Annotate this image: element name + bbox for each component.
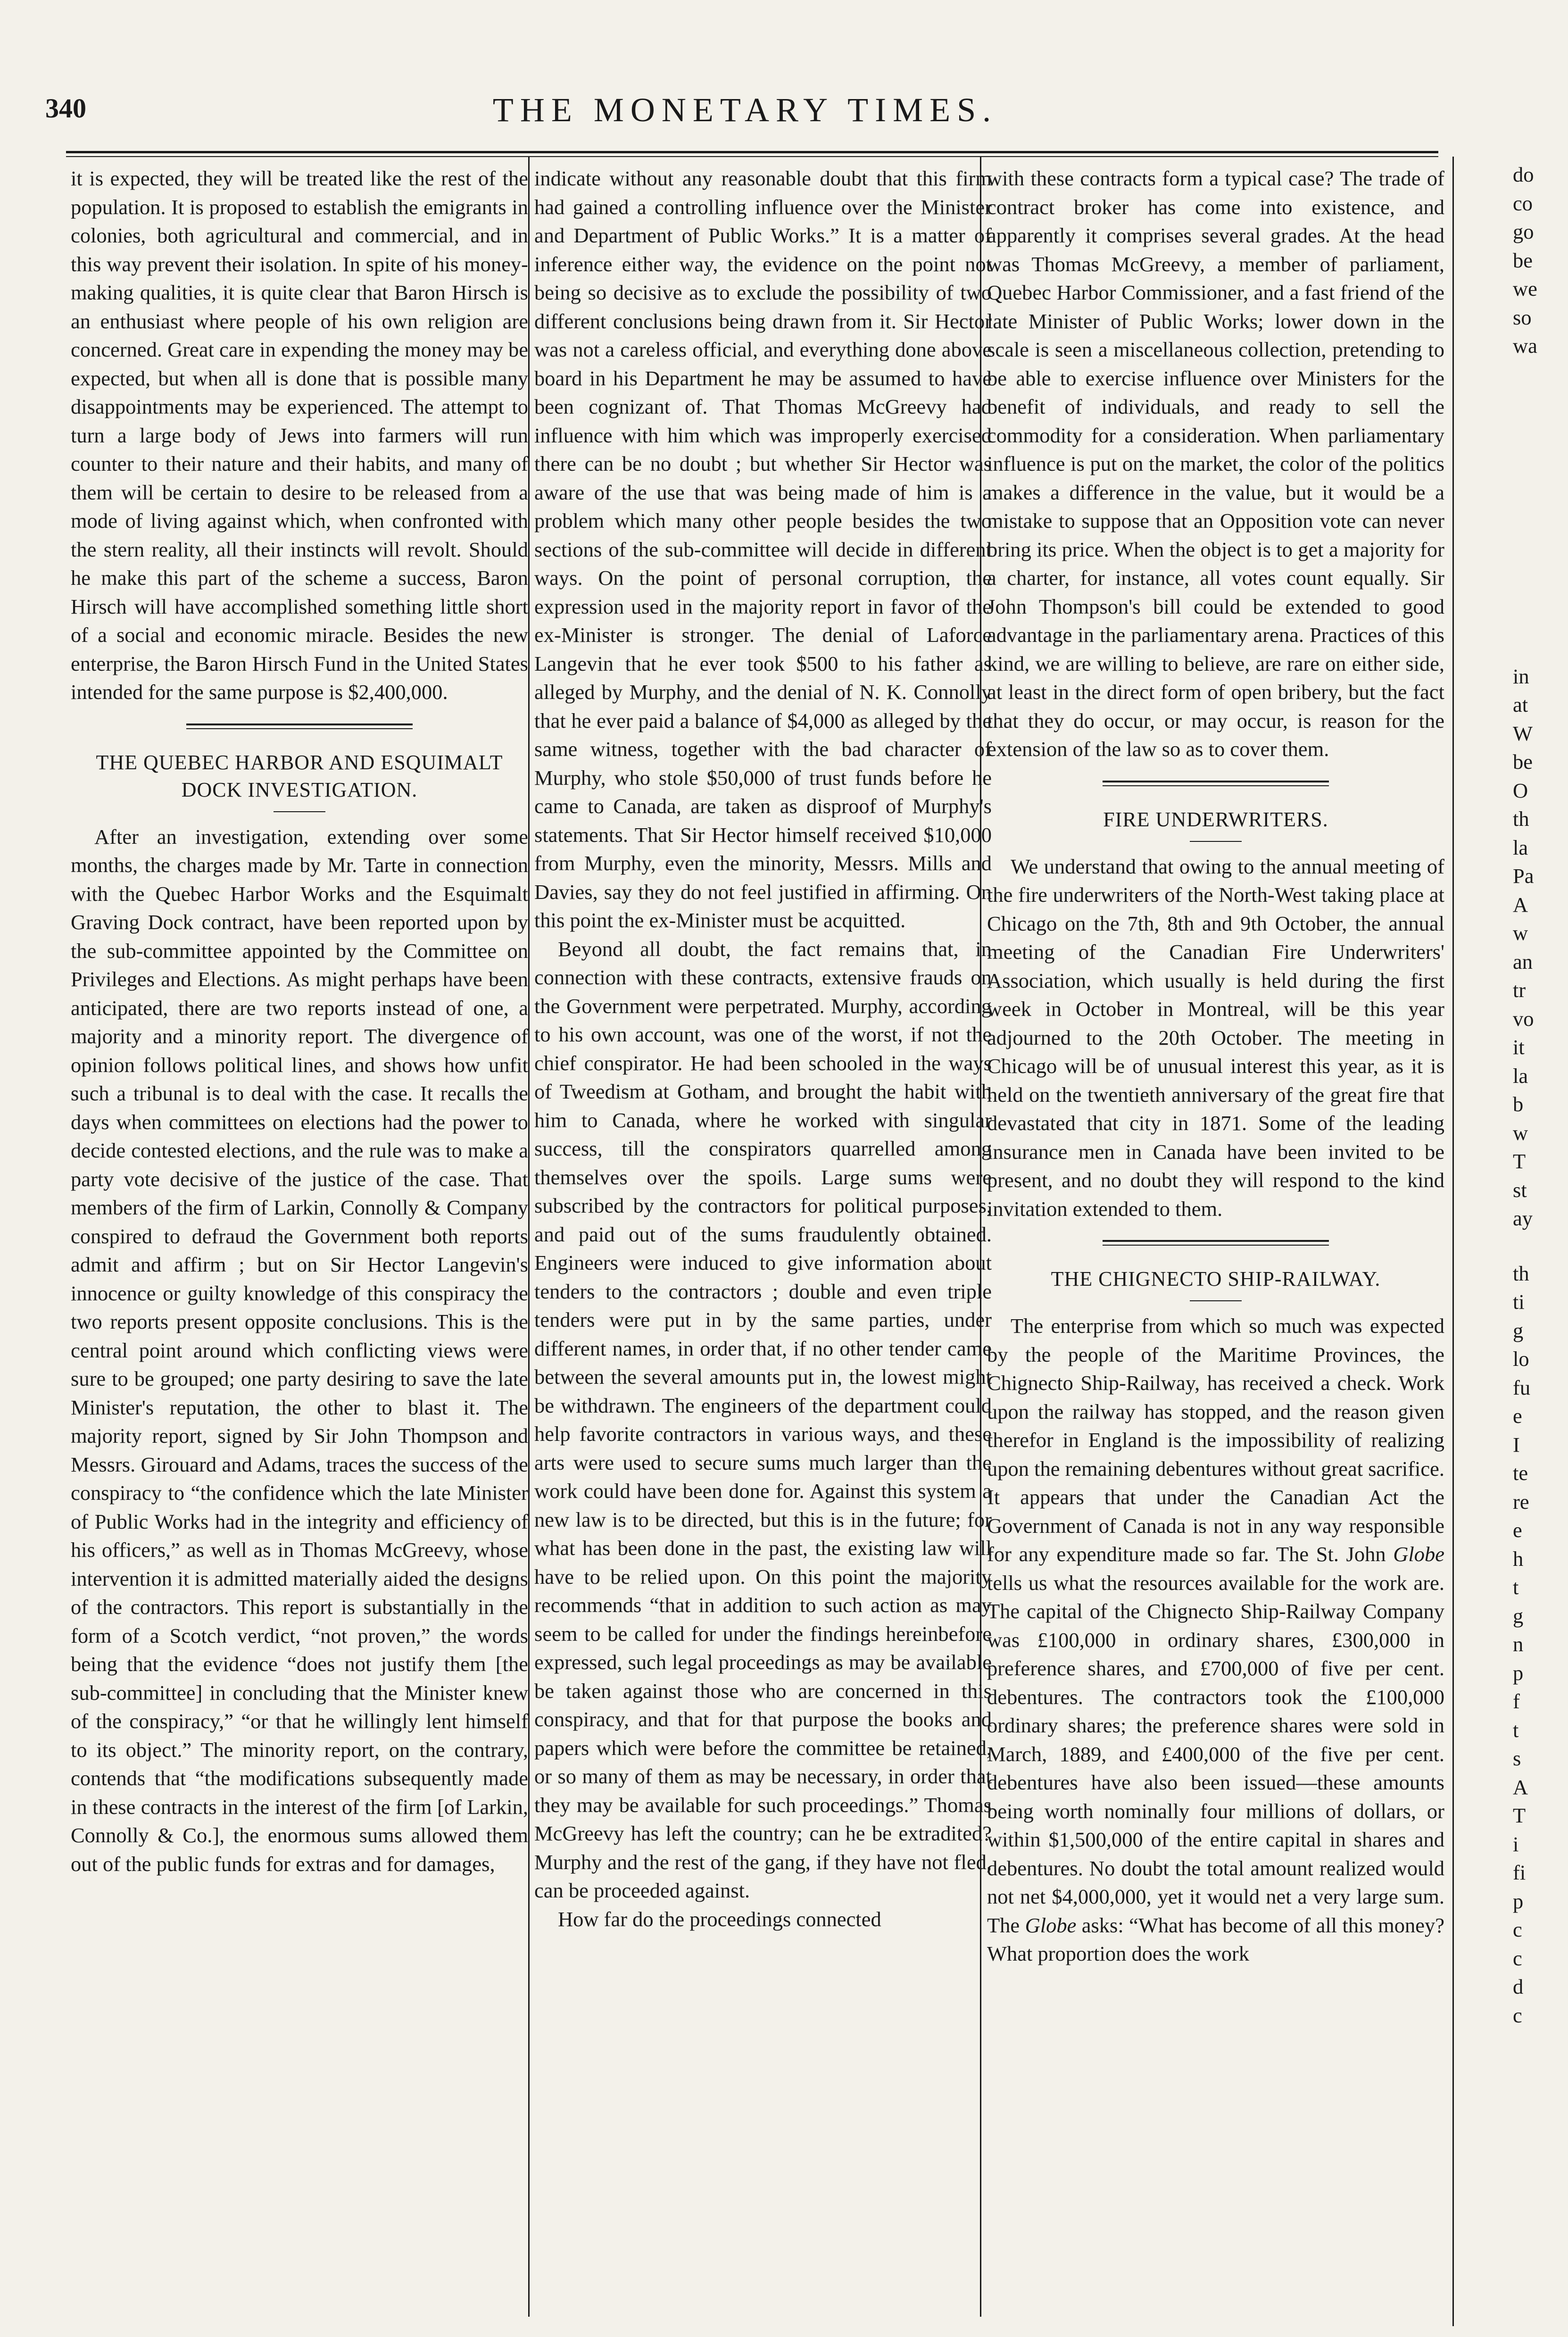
fragment-line: fi	[1513, 1861, 1526, 1884]
fragment-line: A	[1513, 892, 1528, 916]
article-heading: THE QUEBEC HARBOR AND ESQUIMALT DOCK INVESTIGATION.	[96, 750, 503, 801]
fragment-line: n	[1513, 1632, 1524, 1656]
fragment-line: w	[1513, 1121, 1528, 1145]
article-paragraph: Beyond all doubt, the fact remains that, in connection with these contracts, extensive frauds on the Government were perpetrated. Murphy, according to his own account, was one of the worst, if not the chief conspirator. He had been schooled in the ways of Tweedism at Gotham, and brought the habit with him to Canada, where he worked with singular success, till the conspirators quarrelled among themselves over the spoils. Large sums were subscribed by the contractors for political purposes, and paid out of the sums fraudulently obtained. Engineers were induced to give information about tenders to the contractors ; double and even triple tenders were put in by the same parties, under different names, in order that, if no other tender came between the several amounts put in, the lowest might be withdrawn. The engineers of the department could help favorite contractors in various ways, and these arts were used to secure sums much larger than the work could have been done for. Against this system a new law is to be directed, but this is in the future; for what has been done in the past, the existing law will have to be relied upon. On this point the majority recommends “that in addition to such action as may seem to be called for under the findings hereinbefore expressed, such legal proceedings as may be available be taken against those who are concerned in this conspiracy, and that for that purpose the books and papers which were before the committee be retained, or so many of them as may be necessary, in order that they may be available for such proceedings.” Thomas McGreevy has left the country; can he be extradited? Murphy and the rest of the gang, if they have not fled, can be proceeded against.	[534, 937, 992, 1902]
fragment-line: lo	[1513, 1347, 1529, 1371]
article-paragraph: indicate without any reasonable doubt that this firm had gained a controlling influence over the Minister and Department of Public Works.” It is a matter of inference either way, the evidence on the point not being so decisive as to exclude the possibility of two different conclusions being drawn from it. Sir Hector was not a careless official, and everything done above board in his Department he may be assumed to have been cognizant of. That Thomas McGreevy had influence with him which was improperly exercised there can be no doubt ; but whether Sir Hector was aware of the use that was being made of him is a problem which many other people besides the two sections of the sub-committee will decide in different ways. On the point of personal corruption, the expression used in the majority report in favor of the ex-Minister is stronger. The denial of Laforce Langevin that he ever took $500 to his father as alleged by Murphy, and the denial of N. K. Connolly that he ever paid a balance of $4,000 as alleged by the same witness, together with the bad character of Murphy, who stole $50,000 of trust funds before he came to Canada, are taken as disproof of Murphy's statements. That Sir Hector himself received $10,000 from Murphy, even the minority, Messrs. Mills and Davies, say they do not feel justified in affirming. On this point the ex-Minister must be acquitted.	[534, 166, 992, 932]
fragment-line: ay	[1513, 1206, 1533, 1230]
paragraph-text: asks: “What has become of all this money? What proportion does the work	[987, 1913, 1444, 1965]
fragment-line: A	[1513, 1775, 1528, 1799]
fragment-block	[1513, 160, 1568, 360]
fragment-line: be	[1513, 248, 1533, 272]
paragraph-text: The enterprise from which so much was expected by the people of the Maritime Provinces, the Chignecto Ship-Railway, has received a check. Work upon the railway has stopped, and the reason given therefor in England is the impossibility of realizing upon the remaining debentures without great sacrifice. It appears that under the Canadian Act the Government of Canada is not in any way responsible for any expenditure made so far. The St. John	[987, 1314, 1445, 1566]
column-2	[534, 164, 992, 1933]
fragment-line: p	[1513, 1889, 1524, 1913]
fragment-line: t	[1513, 1718, 1519, 1742]
fragment-line: c	[1513, 2003, 1522, 2027]
fragment-line: W	[1513, 721, 1533, 745]
fragment-gap	[1513, 1233, 1568, 1259]
article-heading: FIRE UNDERWRITERS.	[1103, 807, 1328, 831]
fragment-line: w	[1513, 921, 1528, 945]
fragment-line: I	[1513, 1432, 1520, 1456]
heading-rule	[1190, 1300, 1242, 1301]
fragment-line: d	[1513, 1975, 1524, 1998]
fragment-line: la	[1513, 835, 1528, 859]
fragment-line: f	[1513, 1689, 1520, 1713]
fragment-block	[1513, 662, 1568, 1233]
fragment-line: h	[1513, 1547, 1524, 1571]
fragment-line: we	[1513, 277, 1537, 300]
fragment-line: be	[1513, 750, 1533, 773]
article-paragraph: How far do the proceedings connected	[558, 1907, 881, 1931]
article-paragraph: After an investigation, extending over some months, the charges made by Mr. Tarte in connection with the Quebec Harbor Works and the Esquimalt Graving Dock contract, have been reported upon by the sub-committee appointed by the Committee on Privileges and Elections. As might perhaps have been anticipated, there are two reports instead of one, a majority and a minority report. The divergence of opinion follows political lines, and shows how unfit such a tribunal is to deal with the case. It recalls the days when committees on elections had the power to decide contested elections, and the rule was to make a party vote decisive of the justice of the case. That members of the firm of Larkin, Connolly & Company conspired to defraud the Government both reports admit and affirm ; but on Sir Hector Langevin's innocence or guilty knowledge of this conspiracy the two reports present opposite conclusions. This is the central point around which conflicting views were sure to be grouped; one party desiring to save the late Minister's reputation, the other to blast it. The majority report, signed by Sir John Thompson and Messrs. Girouard and Adams, traces the success of the conspiracy to “the confidence which the late Minister of Public Works had in the integrity and efficiency of his officers,” as well as in Thomas McGreevy, whose intervention it is admitted materially aided the designs of the contractors. This report is substantially in the form of a Scotch verdict, “not proven,” the words being that the evidence “does not justify them [the sub-committee] in concluding that the Minister knew of the conspiracy,” “or that he willingly lent himself to its object.” The minority report, on the contrary, contends that “the modifications subsequently made in these contracts in the interest of the firm [of Larkin, Connolly & Co.], the enormous sums allowed them out of the public funds for extras and for damages,	[71, 824, 528, 1876]
fragment-line: go	[1513, 220, 1534, 243]
fragment-line: ti	[1513, 1290, 1525, 1314]
fragment-line: O	[1513, 778, 1528, 802]
column-divider	[528, 157, 530, 2317]
section-rule	[1103, 781, 1329, 786]
article-paragraph: We understand that owing to the annual meeting of the fire underwriters of the North-West taking place at Chicago on the 7th, 8th and 9th October, the annual meeting of the Canadian Fire Underwriters' Association, which usually is held during the first week in October in Montreal, will be this year adjourned to the 20th October. The meeting in Chicago will be of unusual interest this year, as it is held on the twentieth anniversary of the great fire that devastated that city in 1871. Some of the leading insurance men in Canada have been invited to be present, and no doubt they will respond to the kind invitation extended to them.	[987, 854, 1444, 1221]
fragment-line: an	[1513, 949, 1533, 973]
fragment-gap	[1513, 360, 1568, 662]
fragment-line: e	[1513, 1404, 1522, 1428]
newspaper-name: Globe	[1025, 1913, 1077, 1937]
column-1	[71, 164, 528, 1878]
fragment-line: T	[1513, 1804, 1526, 1827]
fragment-line: th	[1513, 807, 1529, 831]
fragment-line: in	[1513, 664, 1529, 688]
section-rule	[186, 724, 413, 729]
fragment-line: g	[1513, 1604, 1524, 1628]
heading-rule	[1190, 841, 1242, 842]
fragment-line: at	[1513, 693, 1528, 716]
column-divider	[1452, 157, 1454, 2326]
fragment-line: re	[1513, 1489, 1529, 1514]
heading-rule	[274, 811, 325, 812]
adjacent-page-fragment	[1513, 160, 1568, 2029]
fragment-line: do	[1513, 163, 1534, 186]
fragment-line: so	[1513, 305, 1532, 329]
article-paragraph: it is expected, they will be treated like the rest of the population. It is proposed to establish the emigrants in colonies, both agricultural and commercial, and in this way prevent their isolation. In spite of his money-making qualities, it is quite clear that Baron Hirsch is an enthusiast where people of his own religion are concerned. Great care in expending the money may be expected, but when all is done that is possible many disappointments may be experienced. The attempt to turn a large body of Jews into farmers will run counter to their nature and their habits, and many of them will be certain to desire to be released from a mode of living against which, when confronted with the stern reality, all their instincts will revolt. Should he make this part of the scheme a success, Baron Hirsch will have accomplished something little short of a social and economic miracle. Besides the new enterprise, the Baron Hirsch Fund in the United States intended for the same purpose is $2,400,000.	[71, 166, 528, 704]
fragment-line: la	[1513, 1064, 1528, 1088]
fragment-line: te	[1513, 1461, 1528, 1485]
article-paragraph	[987, 1312, 1444, 1968]
fragment-line: fu	[1513, 1375, 1531, 1399]
fragment-line: e	[1513, 1518, 1522, 1542]
article-paragraph: with these contracts form a typical case? The trade of contract broker has come into existence, and apparently it comprises several grades. At the head was Thomas McGreevy, a member of parliament, Quebec Harbor Commissioner, and a fast friend of the late Minister of Public Works; lower down in the scale is seen a miscellaneous collection, pretending to be able to exercise influence over Ministers for the benefit of individuals, and ready to sell the commodity for a consideration. When parliamentary influence is put on the market, the color of the politics makes a difference in the value, but it would be a mistake to suppose that an Opposition vote can never bring its price. When the object is to get a majority for a charter, for instance, all votes count equally. Sir John Thompson's bill could be extended to good advantage in the parliamentary arena. Practices of this kind, we are willing to believe, are rare on either side, at least in the direct form of open bribery, but the fact that they do occur, or may occur, is reason for the extension of the law so as to cover them.	[987, 166, 1444, 761]
fragment-line: it	[1513, 1035, 1525, 1059]
fragment-line: vo	[1513, 1006, 1534, 1031]
article-heading: THE CHIGNECTO SHIP-RAILWAY.	[1051, 1267, 1381, 1290]
column-3	[987, 164, 1444, 1968]
fragment-line: c	[1513, 1918, 1522, 1941]
fragment-line: p	[1513, 1661, 1524, 1685]
fragment-line: wa	[1513, 334, 1537, 358]
page-number: 340	[45, 93, 86, 124]
header-rule	[66, 151, 1438, 157]
fragment-line: th	[1513, 1261, 1529, 1285]
fragment-line: s	[1513, 1747, 1521, 1770]
fragment-line: i	[1513, 1832, 1519, 1856]
section-rule	[1103, 1240, 1329, 1246]
fragment-block	[1513, 1259, 1568, 2030]
fragment-line: T	[1513, 1149, 1526, 1173]
fragment-line: t	[1513, 1575, 1519, 1599]
fragment-line: b	[1513, 1092, 1524, 1116]
paragraph-text: tells us what the resources available for the work are. The capital of the Chignecto Ship-Railway Company was £100,000 in ordinary shares, £300,000 in preference shares, and £700,000 of five per cent. debentures. The contractors took the £100,000 ordinary shares; the preference shares were sold in March, 1889, and £400,000 of the five per cent. debentures have also been issued—these amounts being worth nominally four millions of dollars, or within $1,500,000 of the entire capital in shares and debentures. No doubt the total amount realized would not net $4,000,000, yet it would net a very large sum. The	[987, 1571, 1444, 1937]
fragment-line: c	[1513, 1946, 1522, 1970]
fragment-line: co	[1513, 191, 1533, 215]
fragment-line: Pa	[1513, 864, 1534, 888]
masthead: THE MONETARY TIMES.	[492, 91, 998, 129]
fragment-line: g	[1513, 1318, 1524, 1342]
fragment-line: tr	[1513, 978, 1526, 1002]
fragment-line: st	[1513, 1178, 1527, 1202]
newspaper-name: Globe	[1393, 1542, 1444, 1566]
